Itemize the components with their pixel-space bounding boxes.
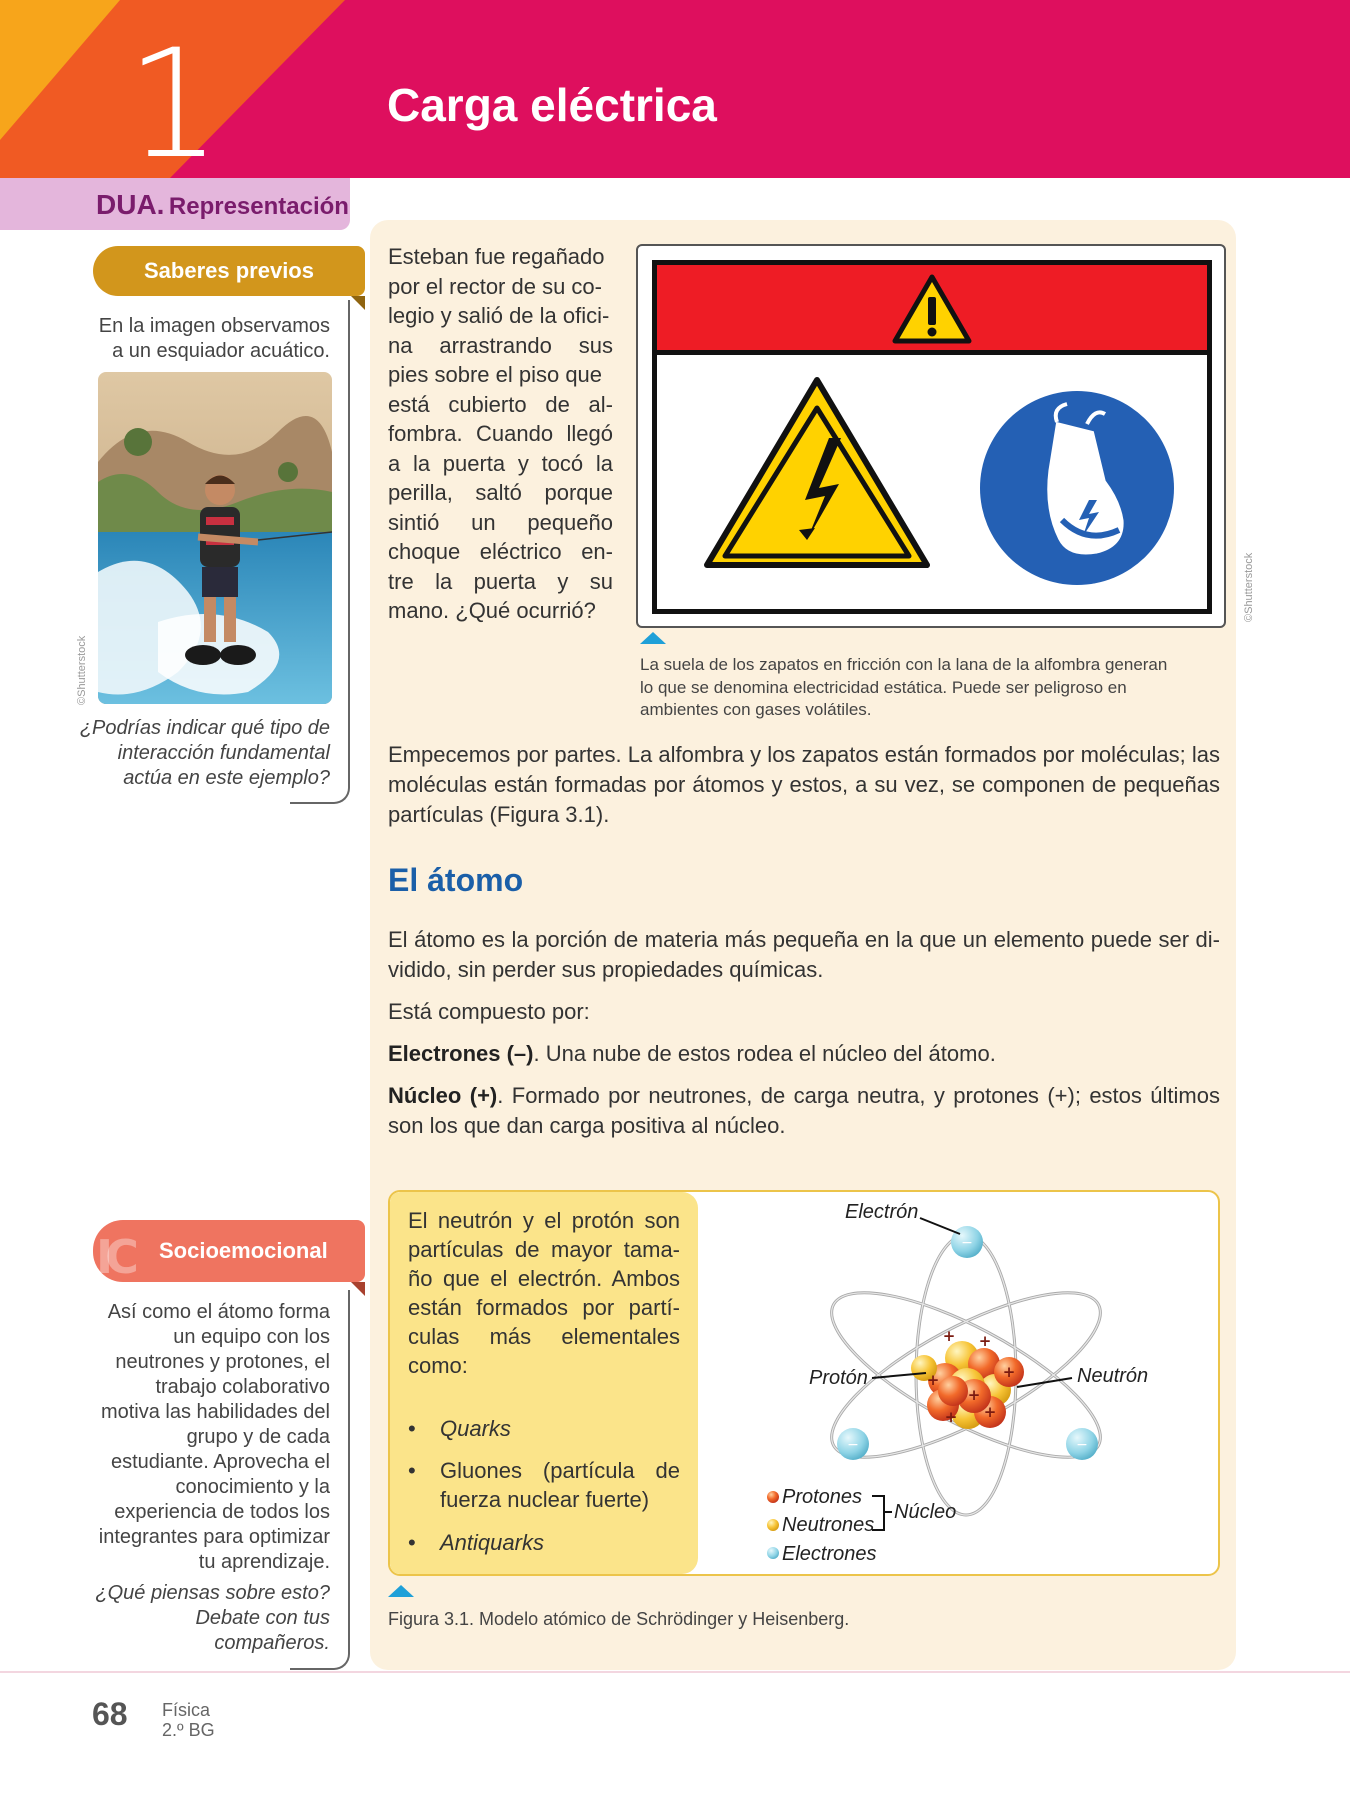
note-line: El neutrón y el protón son: [408, 1208, 680, 1233]
paragraph-line: El átomo es la porción de materia más pequeña en la que un elemento puede ser di-: [388, 927, 1220, 952]
bullet-icon: •: [408, 1530, 416, 1555]
list-item-text: Quarks: [440, 1416, 511, 1441]
footer-divider: [0, 1671, 1350, 1673]
figure-pointer-icon: [388, 1585, 414, 1597]
intro-line: tre la puerta y su: [388, 568, 613, 594]
chapter-header: [0, 0, 1350, 178]
intro-line: Esteban fue regañado: [388, 244, 605, 269]
socio-line: estudiante. Aprovecha el: [110, 1451, 330, 1473]
socio-line: trabajo colaborativo: [155, 1376, 330, 1398]
particle-list-item: [408, 1456, 680, 1514]
socio-question-line: compañeros.: [214, 1632, 330, 1654]
socio-line: tu aprendizaje.: [198, 1551, 330, 1573]
electrons-label: Electrones (–): [388, 1041, 534, 1066]
legend-protons: Protones: [782, 1486, 863, 1508]
electron-label: Electrón: [845, 1201, 919, 1223]
socio-line: integrantes para optimizar: [98, 1526, 330, 1548]
dua-type: Representación: [168, 193, 349, 220]
saberes-line: En la imagen observamos: [98, 315, 330, 337]
socio-line: conocimiento y la: [175, 1476, 330, 1498]
intro-line: fombra. Cuando llegó: [388, 421, 613, 446]
electrons-definition: [388, 1039, 1220, 1069]
socio-line: experiencia de todos los: [114, 1501, 330, 1523]
legend-neutrons: Neutrones: [782, 1514, 875, 1536]
tab-notch: [351, 1282, 365, 1296]
particle-list-item: [408, 1414, 680, 1443]
legend-electrons: Electrones: [782, 1543, 877, 1565]
intro-line: por el rector de su co-: [388, 273, 602, 299]
question-line: interacción fundamental: [117, 742, 330, 764]
antistatic-shoe-icon: [980, 391, 1174, 585]
socio-line: un equipo con los: [173, 1326, 330, 1348]
caption-line: La suela de los zapatos en fricción con la lana de la alfombra generan: [640, 655, 1168, 674]
caption-pointer-icon: [640, 632, 666, 644]
intro-line: a la puerta y tocó la: [388, 450, 613, 476]
saberes-line: a un esquiador acuático.: [112, 340, 330, 362]
warning-sign: [652, 260, 1212, 614]
socioemocional-frame: [290, 1290, 350, 1670]
socio-line: neutrones y protones, el: [115, 1351, 330, 1373]
intro-line: perilla, saltó porque: [388, 480, 613, 505]
dua-label: DUA.: [96, 189, 165, 220]
charge-sign: +: [967, 1386, 981, 1404]
saberes-frame: [290, 300, 350, 804]
note-line: ño que el electrón. Ambos: [408, 1266, 680, 1291]
list-item-text: fuerza nuclear fuerte): [440, 1487, 650, 1512]
chapter-number: 1: [126, 18, 222, 178]
charge-sign: +: [1002, 1363, 1016, 1381]
warning-caption: [640, 654, 1220, 722]
figure-caption: Figura 3.1. Modelo atómico de Schrödinger y Heisenberg.: [388, 1609, 850, 1629]
warning-header: [657, 265, 1207, 355]
particles-note: [390, 1192, 698, 1574]
legend-nucleus: Núcleo: [894, 1501, 957, 1523]
list-item-text: Antiquarks: [440, 1530, 544, 1555]
paragraph-line: Empecemos por partes. La alfombra y los zapatos están formados por moléculas; las: [388, 742, 1220, 767]
electron-sign: −: [1076, 1437, 1088, 1453]
photo-credit: ©Shutterstock: [76, 635, 88, 705]
caption-line: lo que se denomina electricidad estática. Puede ser peligroso en: [640, 677, 1127, 697]
nucleus-label: Núcleo (+): [388, 1083, 498, 1108]
charge-sign: +: [983, 1403, 997, 1421]
electrons-text: . Una nube de estos rodea el núcleo del átomo.: [533, 1041, 996, 1066]
socioemocional-label: Socioemocional: [159, 1238, 328, 1263]
intro-line: choque eléctrico en-: [388, 539, 613, 564]
socio-line: grupo y de cada: [186, 1426, 330, 1448]
proton-label: Protón: [809, 1367, 868, 1389]
nucleus-text: . Formado por neutrones, de carga neutra, y protones (+); estos últimos: [497, 1083, 1220, 1108]
intro-line: sintió un pequeño: [388, 509, 613, 535]
page-number: 68: [92, 1696, 128, 1732]
socio-line: motiva las habilidades del: [100, 1401, 330, 1423]
section-title: El átomo: [388, 862, 524, 898]
particles-note-text: [408, 1206, 680, 1380]
particle-list-item: [408, 1528, 680, 1557]
dua-banner: [0, 178, 350, 230]
warning-sign-image: [636, 244, 1226, 628]
intro-line: pies sobre el piso que: [388, 362, 603, 387]
legend-electron-icon: [767, 1547, 779, 1559]
atom-diagram: [712, 1190, 1220, 1576]
bullet-icon: •: [408, 1458, 416, 1483]
question-line: actúa en este ejemplo?: [123, 767, 330, 789]
list-item-text: Gluones (partícula de: [440, 1458, 680, 1483]
note-line: como:: [408, 1353, 468, 1378]
neutron-label: Neutrón: [1077, 1365, 1149, 1387]
note-line: partículas de mayor tama-: [408, 1237, 680, 1262]
atom-definition: [388, 925, 1220, 985]
paragraph-line: moléculas están formadas por átomos y estos, a su vez, se componen de pequeñas: [388, 772, 1220, 797]
intro-line: legio y salió de la ofici-: [388, 303, 610, 328]
socio-question-line: Debate con tus: [195, 1607, 330, 1629]
socioemocional-tab: [93, 1220, 365, 1282]
charge-sign: +: [978, 1332, 992, 1350]
question-line: ¿Podrías indicar qué tipo de: [79, 717, 330, 739]
composition-intro: Está compuesto por:: [388, 999, 590, 1024]
subject-name: Física: [162, 1700, 211, 1720]
note-line: están formados por partí-: [408, 1295, 680, 1320]
legend-neutron-icon: [767, 1519, 779, 1531]
ic-logo-icon: IC: [96, 1230, 131, 1284]
socio-question-line: ¿Qué piensas sobre esto?: [95, 1582, 330, 1604]
note-line: culas más elementales: [408, 1324, 680, 1349]
nucleus-text-cont: son los que dan carga positiva al núcleo.: [388, 1113, 786, 1138]
high-voltage-icon: [707, 380, 927, 565]
paragraph-line: vidido, sin perder sus propiedades químicas.: [388, 957, 824, 982]
charge-sign: +: [942, 1327, 956, 1345]
warning-credit: ©Shutterstock: [1243, 552, 1255, 622]
charge-sign: +: [926, 1371, 940, 1389]
electron-sign: −: [847, 1437, 859, 1453]
intro-story: [388, 242, 613, 626]
intro-paragraph: [388, 740, 1220, 830]
bullet-icon: •: [408, 1416, 416, 1441]
paragraph-line: partículas (Figura 3.1).: [388, 802, 610, 827]
grade-level: 2.º BG: [162, 1720, 215, 1740]
intro-line: na arrastrando sus: [388, 332, 613, 358]
tab-notch: [351, 296, 365, 310]
nucleus-definition: [388, 1081, 1220, 1141]
saberes-previos-tab: Saberes previos: [93, 246, 365, 296]
intro-line: mano. ¿Qué ocurrió?: [388, 598, 596, 623]
intro-line: está cubierto de al-: [388, 391, 613, 417]
socio-line: Así como el átomo forma: [107, 1301, 330, 1323]
chapter-title: Carga eléctrica: [387, 79, 717, 131]
caption-line: ambientes con gases volátiles.: [640, 700, 872, 719]
electron-sign: −: [961, 1235, 973, 1251]
subject-info: [162, 1700, 215, 1740]
legend-proton-icon: [767, 1491, 779, 1503]
charge-sign: +: [944, 1408, 958, 1426]
